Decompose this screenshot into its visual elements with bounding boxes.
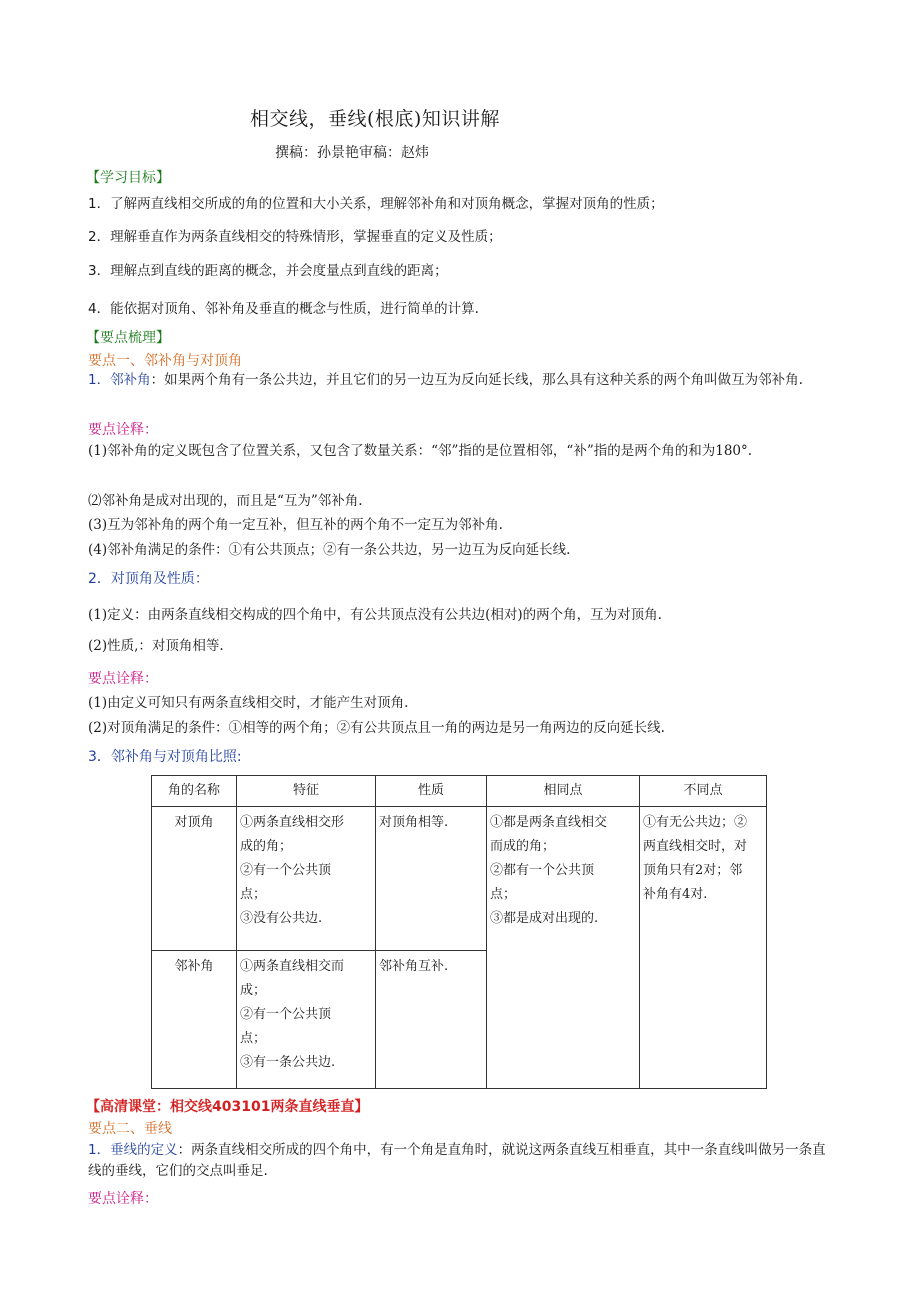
- objectives-header: 【学习目标】: [86, 170, 170, 186]
- property-cell: 对顶角相等.: [376, 807, 487, 951]
- property-cell: 邻补角互补.: [376, 951, 487, 1089]
- hd-class-link[interactable]: 【高清课堂：相交线403101两条直线垂直】: [86, 1099, 369, 1115]
- perpendicular-definition: 1．垂线的定义：两条直线相交所成的四个角中，有一个角是直角时，就说这两条直线互相垂直，其中一条直线叫做另一条直线的垂线，它们的交点叫垂足.: [88, 1142, 826, 1179]
- header-cell: 特征: [237, 776, 376, 807]
- features-cell: ①两条直线相交而 成； ②有一个公共顶 点； ③有一条公共边.: [237, 951, 376, 1089]
- table-header-row: [152, 776, 767, 807]
- features-cell: ①两条直线相交形 成的角； ②有一个公共顶 点； ③没有公共边.: [237, 807, 376, 951]
- adjacent-angle-definition: 1．邻补角：如果两个角有一条公共边，并且它们的另一边互为反向延长线，那么具有这种关系的两个角叫做互为邻补角.: [88, 372, 803, 388]
- vertical-angle-heading: 2．对顶角及性质：: [88, 571, 209, 587]
- explain-header: 要点诠释：: [88, 1191, 158, 1207]
- header-cell: 角的名称: [152, 776, 237, 807]
- vertical-angle-definition: (1)定义：由两条直线相交构成的四个角中，有公共顶点没有公共边(相对)的两个角，互为对顶角.: [88, 607, 662, 623]
- page-title: 相交线，垂线(根底)知识讲解: [250, 108, 500, 130]
- explain-header: 要点诠释：: [88, 671, 158, 687]
- explain-item: (3)互为邻补角的两个角一定互补，但互补的两个角不一定互为邻补角.: [88, 517, 503, 533]
- keypoints-header: 【要点梳理】: [86, 330, 170, 346]
- explain-item: (2)对顶角满足的条件：①相等的两个角；②有公共顶点且一角的两边是另一角两边的反向延长线.: [88, 720, 665, 736]
- explain-header: 要点诠释：: [88, 422, 158, 438]
- explain-item: (1)邻补角的定义既包含了位置关系，又包含了数量关系：“邻”指的是位置相邻，“补”指的是两个角的和为180°.: [88, 443, 753, 459]
- table-row: [152, 807, 767, 951]
- explain-item: (1)由定义可知只有两条直线相交时，才能产生对顶角.: [88, 695, 409, 711]
- point1-header: 要点一、邻补角与对顶角: [88, 353, 242, 369]
- same-points-cell: ①都是两条直线相交 而成的角； ②都有一个公共顶 点； ③都是成对出现的.: [487, 807, 640, 1089]
- row-name-cell: 对顶角: [152, 807, 237, 951]
- header-cell: 相同点: [487, 776, 640, 807]
- header-cell: 性质: [376, 776, 487, 807]
- header-cell: 不同点: [640, 776, 767, 807]
- explain-item: (4)邻补角满足的条件：①有公共顶点；②有一条公共边，另一边互为反向延长线.: [88, 542, 571, 558]
- objective-item: 1．了解两直线相交所成的角的位置和大小关系，理解邻补角和对顶角概念，掌握对顶角的性质；: [88, 196, 664, 212]
- vertical-angle-property: (2)性质,：对顶角相等.: [88, 638, 224, 654]
- objective-item: 3．理解点到直线的距离的概念，并会度量点到直线的距离；: [88, 263, 448, 279]
- diff-points-cell: ①有无公共边；② 两直线相交时，对 顶角只有2对；邻 补角有4对.: [640, 807, 767, 1089]
- comparison-table: [151, 775, 767, 1089]
- objective-item: 2．理解垂直作为两条直线相交的特殊情形，掌握垂直的定义及性质；: [88, 229, 502, 245]
- objective-item: 4．能依据对顶角、邻补角及垂直的概念与性质，进行简单的计算.: [88, 301, 479, 317]
- byline: 撰稿：孙景艳审稿：赵炜: [275, 145, 429, 161]
- row-name-cell: 邻补角: [152, 951, 237, 1089]
- comparison-heading: 3．邻补角与对顶角比照:: [88, 749, 242, 765]
- explain-item: ⑵邻补角是成对出现的，而且是“互为”邻补角.: [88, 493, 363, 509]
- point2-header: 要点二、垂线: [88, 1121, 172, 1137]
